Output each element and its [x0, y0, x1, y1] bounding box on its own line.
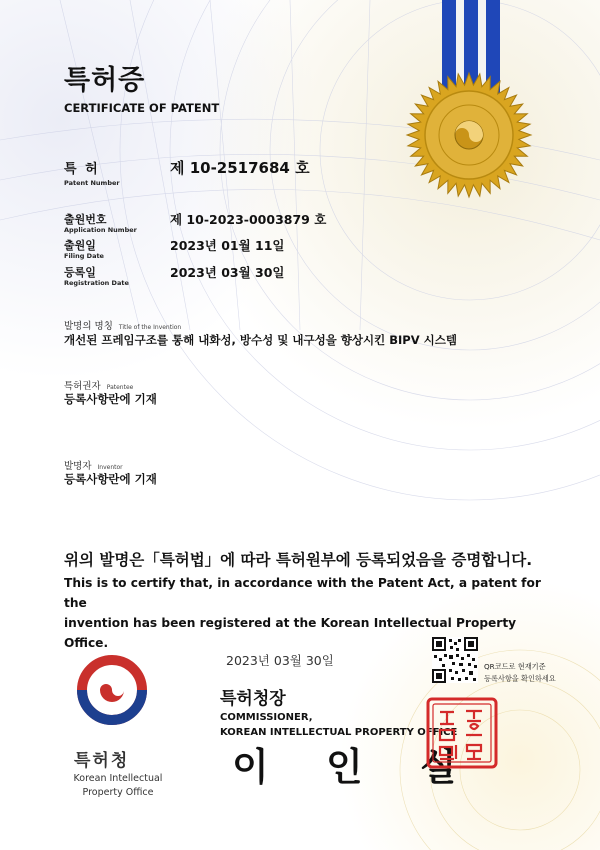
official-red-seal	[426, 697, 498, 769]
qr-code-icon[interactable]	[432, 637, 478, 683]
application-number-value: 제 10-2023-0003879 호	[170, 212, 327, 227]
patent-number-value: 제 10-2517684 호	[170, 159, 310, 177]
patentee-label	[64, 378, 133, 392]
filing-date-value: 2023년 01월 11일	[170, 238, 285, 253]
inventor-label-ko: 발명자	[64, 461, 92, 472]
registration-date-label-en: Registration Date	[64, 279, 129, 287]
invention-title-label	[64, 318, 181, 332]
inventor-label	[64, 458, 123, 472]
gold-seal	[404, 70, 534, 200]
certificate-title-ko: 특허증	[64, 65, 146, 96]
invention-title-label-en: Title of the Invention	[118, 324, 182, 331]
commissioner-title-en-line1: COMMISSIONER,	[220, 712, 313, 723]
issue-date: 2023년 03월 30일	[226, 653, 334, 668]
commissioner-title-en-line2: KOREAN INTELLECTUAL PROPERTY OFFICE	[220, 727, 458, 738]
application-number-label: 출원번호	[64, 213, 107, 226]
office-name-en	[58, 772, 178, 800]
filing-date-label-en: Filing Date	[64, 252, 104, 260]
kipo-logo-icon	[76, 654, 148, 734]
certificate-title-en: CERTIFICATE OF PATENT	[64, 101, 220, 115]
patentee-value: 등록사항란에 기재	[64, 392, 157, 406]
invention-title-value: 개선된 프레임구조를 통해 내화성, 방수성 및 내구성을 향상시킨 BIPV 시스템	[64, 333, 457, 347]
office-name-en-line2: Property Office	[82, 787, 154, 798]
certification-text-en-line2: invention has been registered at the Korean Intellectual Property Office.	[64, 616, 517, 650]
commissioner-title-ko: 특허청장	[220, 689, 286, 709]
patent-number-label: 특 허	[64, 162, 100, 177]
registration-date-value: 2023년 03월 30일	[170, 265, 285, 280]
qr-note-line1: QR코드로 현재기준	[484, 662, 546, 671]
office-name-en-line1: Korean Intellectual	[73, 773, 163, 784]
inventor-label-en: Inventor	[97, 464, 123, 471]
registration-date-label: 등록일	[64, 266, 96, 279]
filing-date-label: 출원일	[64, 239, 96, 252]
qr-note	[484, 661, 556, 685]
patentee-label-ko: 특허권자	[64, 381, 101, 392]
patentee-label-en: Patentee	[106, 384, 134, 391]
office-name-ko: 특허청	[74, 751, 130, 771]
certification-text-ko: 위의 발명은「특허법」에 따라 특허원부에 등록되었음을 증명합니다.	[64, 551, 533, 569]
qr-note-line2: 등록사항을 확인하세요	[484, 674, 556, 683]
invention-title-label-ko: 발명의 명칭	[64, 321, 113, 332]
commissioner-signature: 이 인 실	[232, 744, 479, 789]
inventor-value: 등록사항란에 기재	[64, 472, 157, 486]
certification-text-en-line1: This is to certify that, in accordance with the Patent Act, a patent for the	[64, 576, 541, 610]
patent-number-label-en: Patent Number	[64, 179, 120, 187]
application-number-label-en: Application Number	[64, 226, 137, 234]
